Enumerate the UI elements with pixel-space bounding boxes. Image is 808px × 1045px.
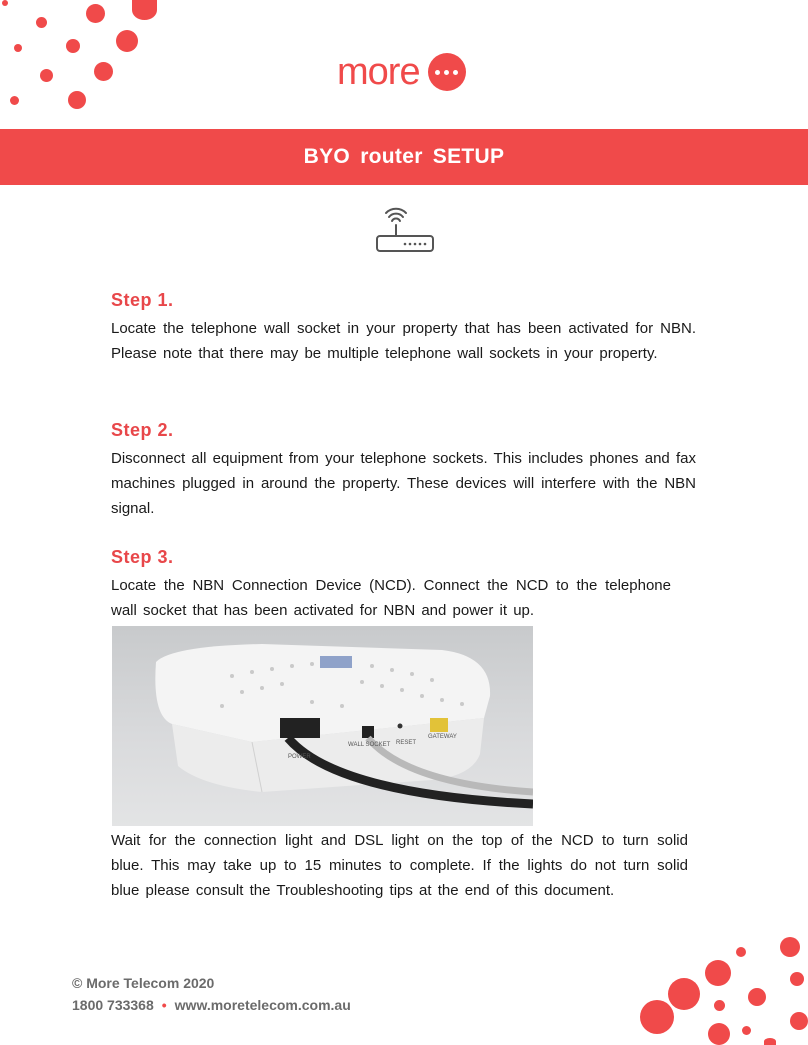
- step-3: [111, 547, 671, 623]
- page-title: BYO router SETUP: [303, 145, 505, 168]
- photo-label-power: POWER: [288, 754, 311, 760]
- title-banner: [0, 129, 808, 185]
- footer: [72, 972, 351, 1016]
- logo-dots-icon: [428, 53, 466, 91]
- step-3-followup: [111, 828, 688, 903]
- router-wifi-icon: [374, 203, 436, 257]
- ncd-device-illustration: [112, 626, 533, 826]
- step-1-text: Locate the telephone wall socket in your property that has been activated for NBN. Please note that there may be multiple telephone wall sockets in your property.: [111, 320, 696, 362]
- ncd-device-photo: [112, 626, 533, 826]
- photo-label-wall-socket: WALL SOCKET: [348, 742, 391, 748]
- footer-separator: •: [161, 997, 167, 1013]
- footer-copyright: © More Telecom 2020: [72, 975, 215, 991]
- photo-label-gateway: GATEWAY: [428, 734, 457, 740]
- step-3-heading: Step 3.: [111, 547, 174, 567]
- step-2: [111, 420, 696, 521]
- step-2-text: Disconnect all equipment from your telephone sockets. This includes phones and fax machines plugged in around the property. These devices will interfere with the NBN signal.: [111, 450, 696, 517]
- step-1-heading: Step 1.: [111, 290, 174, 310]
- photo-label-reset: RESET: [396, 740, 417, 746]
- step-1: [111, 290, 696, 366]
- footer-contact: [72, 994, 351, 1016]
- step-2-heading: Step 2.: [111, 420, 174, 440]
- logo-text: more: [337, 51, 420, 93]
- brand-logo: [337, 50, 466, 94]
- footer-phone[interactable]: 1800 733368: [72, 997, 154, 1013]
- step-3-followup-text: Wait for the connection light and DSL light on the top of the NCD to turn solid blue. This may take up to 15 minutes to complete. If the lights do not turn solid blue please consult the Troubleshooting tips at the end of this document.: [111, 832, 688, 899]
- step-3-text: Locate the NBN Connection Device (NCD). Connect the NCD to the telephone wall socket that has been activated for NBN and power it up.: [111, 577, 671, 619]
- footer-website-link[interactable]: www.moretelecom.com.au: [174, 997, 351, 1013]
